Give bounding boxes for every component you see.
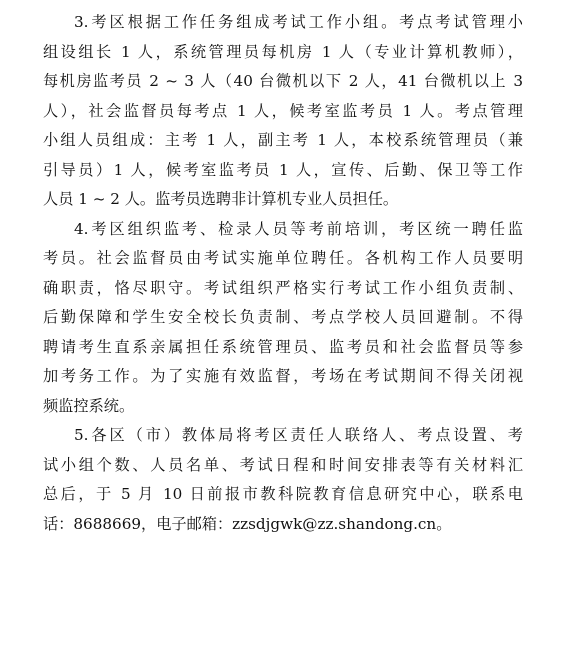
document-body: [43, 8, 523, 539]
text-line: 引导员）1 人，候考室监考员 1 人，宣传、后勤、保卫等工作: [43, 160, 523, 179]
text-line: 每机房监考员 2 ~ 3 人（40 台微机以下 2 人，41 台微机以上 3: [43, 72, 523, 90]
text-line: 后勤保障和学生安全校长负责制、考点学校人员回避制。不得: [43, 308, 523, 326]
contact-line: 话：8688669，电子邮箱：zzsdjgwk@zz.shandong.cn。: [43, 514, 452, 533]
paragraph-3-exam-working-group: [43, 8, 523, 215]
text-line: 4.考区组织监考、检录人员等考前培训，考区统一聘任监: [74, 219, 523, 238]
text-line: 组设组长 1 人，系统管理员每机房 1 人（专业计算机教师），: [43, 42, 523, 61]
text-line: 人），社会监督员每考点 1 人，候考室监考员 1 人。考点管理: [43, 101, 523, 120]
text-line: 聘请考生直系亲属担任系统管理员、监考员和社会监督员等参: [43, 337, 523, 356]
text-line: 小组人员组成：主考 1 人，副主考 1 人，本校系统管理员（兼: [43, 131, 523, 149]
text-line: 频监控系统。: [43, 396, 135, 415]
text-line: 总后，于 5 月 10 日前报市教科院教育信息研究中心，联系电: [43, 485, 523, 503]
paragraph-5-submission-and-contact: [43, 421, 523, 539]
text-line: 考员。社会监督员由考试实施单位聘任。各机构工作人员要明: [43, 249, 523, 267]
text-line: 加考务工作。为了实施有效监督，考场在考试期间不得关闭视: [43, 367, 523, 385]
text-line: 人员 1 ~ 2 人。监考员选聘非计算机专业人员担任。: [43, 190, 399, 208]
paragraph-4-training-and-supervision: [43, 215, 523, 422]
text-line: 3.考区根据工作任务组成考试工作小组。考点考试管理小: [74, 13, 523, 31]
text-line: 确职责，恪尽职守。考试组织严格实行考试工作小组负责制、: [43, 278, 523, 297]
text-line: 试小组个数、人员名单、考试日程和时间安排表等有关材料汇: [43, 455, 523, 474]
text-line: 5.各区（市）教体局将考区责任人联络人、考点设置、考: [74, 426, 523, 444]
